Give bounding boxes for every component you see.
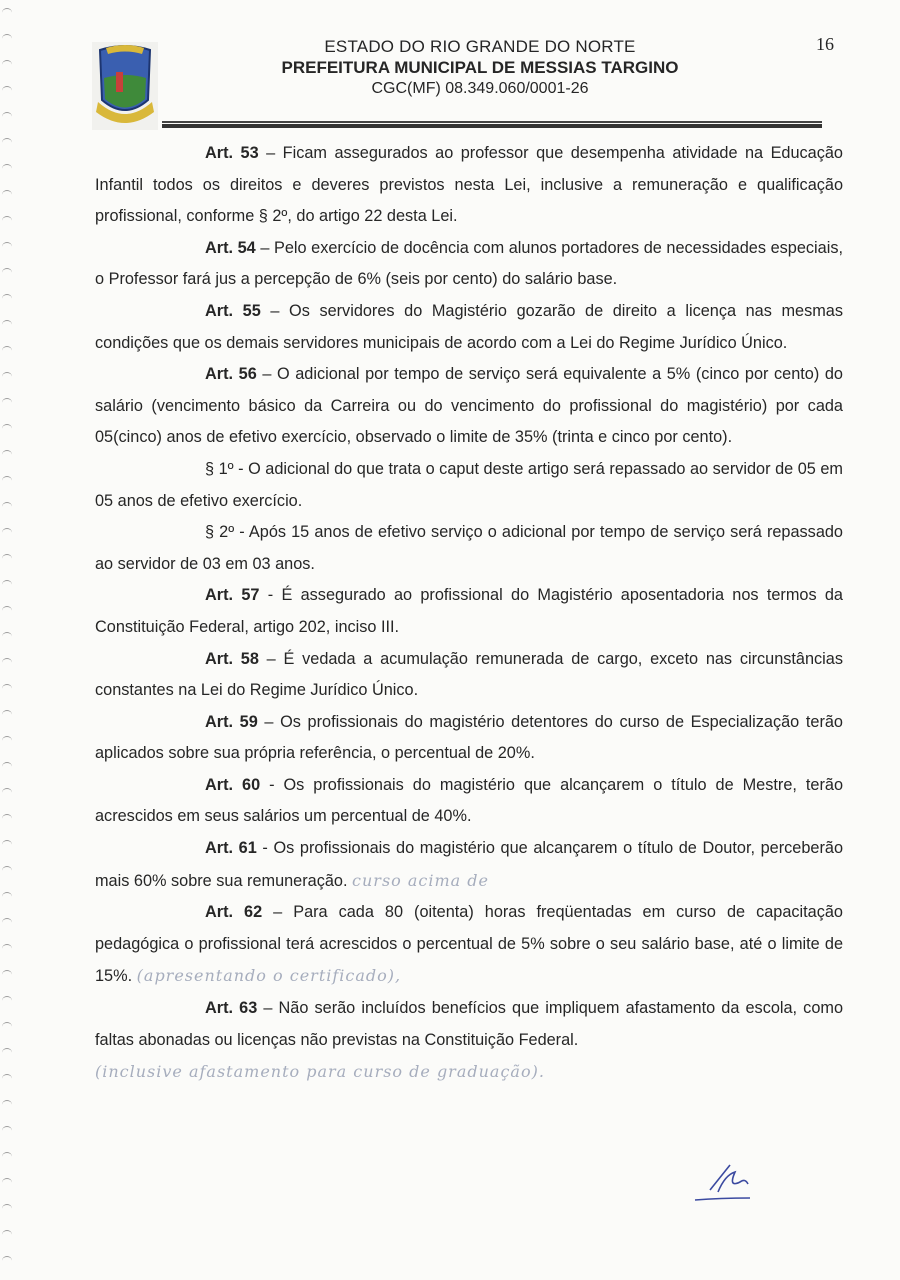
header-divider (162, 121, 822, 128)
margin-mark (2, 424, 12, 433)
article-paragraph (95, 138, 843, 233)
margin-mark (2, 606, 12, 615)
article-text: – Pelo exercício de docência com alunos portadores de necessidades especiais, o Professor fará jus a percepção de 6% (seis por cento) do salário base. (95, 238, 843, 289)
article-paragraph (95, 897, 843, 993)
handwritten-note: (apresentando o certificado), (136, 966, 402, 986)
article-label: Art. 55 (205, 301, 261, 320)
article-label: Art. 59 (205, 712, 258, 731)
article-paragraph (95, 359, 843, 454)
article-text: - Os profissionais do magistério que alcançarem o título de Doutor, perceberão mais 60% sobre sua remuneração. (95, 839, 843, 890)
article-paragraph (95, 580, 843, 643)
margin-mark (2, 34, 12, 43)
article-text: – Os profissionais do magistério detentores do curso de Especialização terão aplicados sobre sua própria referência, o percentual de 20%. (95, 712, 843, 763)
margin-mark (2, 970, 12, 979)
handwritten-note: (inclusive afastamento para curso de graduação). (95, 1062, 545, 1082)
article-label: Art. 62 (205, 903, 263, 922)
article-text: – Não serão incluídos benefícios que impliquem afastamento da escola, como faltas abonadas ou licenças não previstas na Constituição Federal. (95, 999, 843, 1049)
article-label: Art. 58 (205, 649, 259, 668)
margin-mark (2, 632, 12, 641)
margin-mark (2, 528, 12, 537)
margin-mark (2, 294, 12, 303)
handwritten-signature (690, 1160, 770, 1210)
article-paragraph (95, 770, 843, 833)
article-label: Art. 61 (205, 839, 257, 858)
article-text: – O adicional por tempo de serviço será equivalente a 5% (cinco por cento) do salário (vencimento básico da Carreira ou do vencimento do profissional do magistério) por cada 05(cinco) anos de efetivo exercício, observado o limite de 35% (trinta e cinco por cento). (95, 365, 843, 447)
margin-mark (2, 736, 12, 745)
municipal-coat-of-arms-logo (92, 42, 158, 130)
article-text: – Para cada 80 (oitenta) horas freqüentadas em curso de capacitação pedagógica o profissional terá acrescidos o percentual de 5% sobre o seu salário base, até o limite de 15%. (95, 903, 843, 986)
margin-mark (2, 372, 12, 381)
margin-mark (2, 1204, 12, 1213)
margin-mark (2, 164, 12, 173)
article-label: Art. 54 (205, 238, 256, 257)
margin-mark (2, 762, 12, 771)
margin-mark (2, 580, 12, 589)
article-paragraph (95, 233, 843, 296)
article-text: - É assegurado ao profissional do Magistério aposentadoria nos termos da Constituição Federal, artigo 202, inciso III. (95, 586, 843, 636)
article-label: Art. 56 (205, 365, 257, 384)
article-label: Art. 63 (205, 999, 258, 1018)
margin-mark (2, 866, 12, 875)
margin-mark (2, 788, 12, 797)
margin-mark (2, 60, 12, 69)
margin-mark (2, 398, 12, 407)
margin-mark (2, 476, 12, 485)
margin-mark (2, 710, 12, 719)
margin-mark (2, 86, 12, 95)
margin-mark (2, 190, 12, 199)
margin-mark (2, 1048, 12, 1057)
article-paragraph (95, 517, 843, 580)
margin-mark (2, 814, 12, 823)
state-name: ESTADO DO RIO GRANDE DO NORTE (324, 37, 636, 56)
margin-mark (2, 1100, 12, 1109)
article-text: § 1º - O adicional do que trata o caput deste artigo será repassado ao servidor de 05 em 05 anos de efetivo exercício. (95, 459, 843, 510)
margin-mark (2, 684, 12, 693)
margin-mark (2, 502, 12, 511)
article-text: – É vedada a acumulação remunerada de cargo, exceto nas circunstâncias constantes na Lei do Regime Jurídico Único. (95, 649, 843, 700)
article-text: – Os servidores do Magistério gozarão de direito a licença nas mesmas condições que os demais servidores municipais de acordo com a Lei do Regime Jurídico Único. (95, 301, 843, 352)
margin-mark (2, 112, 12, 121)
article-text: - Os profissionais do magistério que alcançarem o título de Mestre, terão acrescidos em seus salários um percentual de 40%. (95, 775, 843, 826)
article-paragraph (95, 707, 843, 770)
margin-mark (2, 892, 12, 901)
cgc-number: CGC(MF) 08.349.060/0001-26 (371, 80, 589, 97)
article-paragraph (95, 833, 843, 897)
margin-mark (2, 8, 12, 17)
margin-mark (2, 1126, 12, 1135)
margin-mark (2, 138, 12, 147)
document-body (95, 138, 843, 1088)
article-text: – Ficam assegurados ao professor que desempenha atividade na Educação Infantil todos os direitos e deveres previstos nesta Lei, inclusive a remuneração e qualificação profissional, conforme § 2º, do artigo 22 desta Lei. (95, 144, 843, 226)
margin-mark (2, 840, 12, 849)
page-number: 16 (816, 34, 834, 54)
municipality-name: PREFEITURA MUNICIPAL DE MESSIAS TARGINO (281, 58, 679, 77)
article-label: Art. 53 (205, 144, 259, 162)
margin-mark (2, 1256, 12, 1265)
article-label: Art. 57 (205, 586, 260, 605)
margin-mark (2, 450, 12, 459)
margin-mark (2, 1022, 12, 1031)
margin-mark (2, 1178, 12, 1187)
article-label: Art. 60 (205, 775, 261, 794)
margin-mark (2, 320, 12, 329)
margin-mark (2, 554, 12, 563)
margin-mark (2, 918, 12, 927)
article-paragraph (95, 993, 843, 1056)
article-paragraph (95, 644, 843, 707)
margin-mark (2, 216, 12, 225)
margin-mark (2, 242, 12, 251)
document-header (220, 36, 740, 99)
article-paragraph (95, 454, 843, 517)
handwritten-note: curso acima de (352, 870, 489, 890)
margin-mark (2, 1074, 12, 1083)
margin-mark (2, 1152, 12, 1161)
margin-mark (2, 996, 12, 1005)
margin-mark (2, 658, 12, 667)
margin-mark (2, 346, 12, 355)
scan-margin-marks (2, 0, 16, 1280)
margin-mark (2, 944, 12, 953)
article-text: § 2º - Após 15 anos de efetivo serviço o adicional por tempo de serviço será repassado ao servidor de 03 em 03 anos. (95, 523, 843, 573)
article-paragraph (95, 296, 843, 359)
margin-mark (2, 1230, 12, 1239)
margin-mark (2, 268, 12, 277)
